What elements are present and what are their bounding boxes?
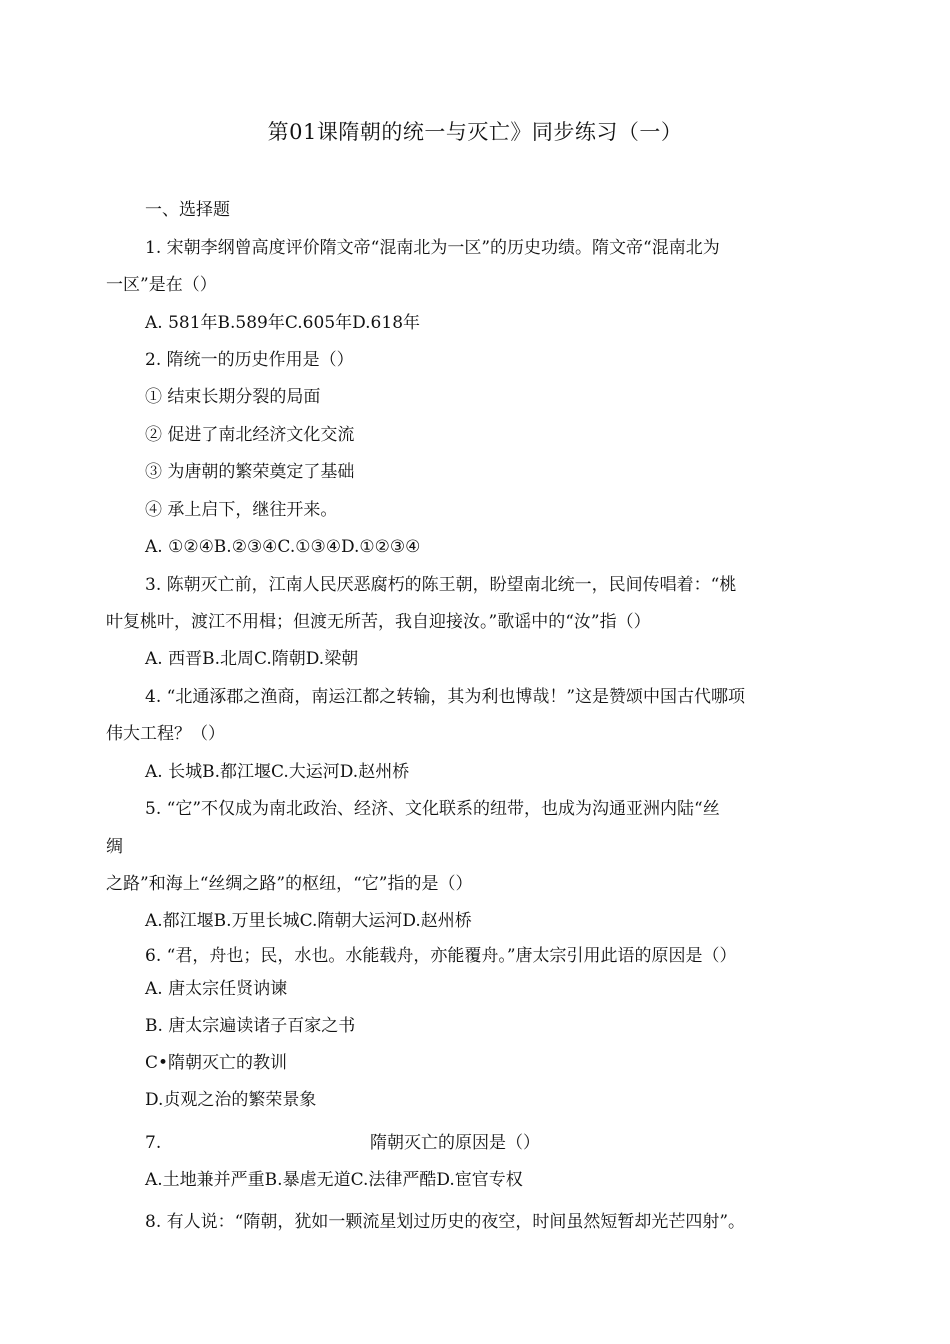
question-6-option-c: C•隋朝灭亡的教训 [145,1053,288,1073]
question-6-option-b: B. 唐太宗遍读诸子百家之书 [145,1016,356,1036]
question-2-item-4: ④ 承上启下，继往开来。 [145,500,338,520]
question-5-options: A.都江堰B.万里长城C.隋朝大运河D.赵州桥 [145,911,472,931]
question-1-options: A. 581年B.589年C.605年D.618年 [145,313,421,333]
question-6-option-a: A. 唐太宗任贤讷谏 [145,979,288,999]
question-2-text: 2. 隋统一的历史作用是（） [145,350,354,370]
question-5-text-cont-2: 之路”和海上“丝绸之路”的枢纽，“它”指的是（） [106,874,473,894]
question-3-options: A. 西晋B.北周C.隋朝D.梁朝 [145,649,359,669]
question-7-text: 隋朝灭亡的原因是（） [370,1133,540,1153]
question-6-option-d: D.贞观之治的繁荣景象 [145,1090,317,1110]
question-7-number: 7. [145,1133,162,1153]
question-4-text-cont: 伟大工程？（） [106,724,225,744]
question-4-text: 4. “北通涿郡之渔商，南运江都之转输，其为利也博哉！”这是赞颂中国古代哪项 [145,687,746,707]
question-2-item-2: ② 促进了南北经济文化交流 [145,425,355,445]
question-2-item-1: ① 结束长期分裂的局面 [145,387,321,407]
question-3-text-cont: 叶复桃叶，渡江不用楫；但渡无所苦，我自迎接汝。”歌谣中的“汝”指（） [106,612,651,632]
section-heading: 一、选择题 [145,200,230,220]
question-3-text: 3. 陈朝灭亡前，江南人民厌恶腐朽的陈王朝，盼望南北统一，民间传唱着：“桃 [145,575,737,595]
question-7-options: A.土地兼并严重B.暴虐无道C.法律严酷D.宦官专权 [145,1170,523,1190]
question-8-text: 8. 有人说：“隋朝，犹如一颗流星划过历史的夜空，时间虽然短暂却光芒四射”。 [145,1212,746,1232]
question-6-text: 6. “君，舟也；民，水也。水能载舟，亦能覆舟。”唐太宗引用此语的原因是（） [145,946,737,966]
question-1-text: 1. 宋朝李纲曾高度评价隋文帝“混南北为一区”的历史功绩。隋文帝“混南北为 [145,238,720,258]
question-5-text: 5. “它”不仅成为南北政治、经济、文化联系的纽带，也成为沟通亚洲内陆“丝 [145,799,720,819]
question-5-text-cont: 绸 [106,837,123,857]
page-title: 第01课隋朝的统一与灭亡》同步练习（一） [267,120,683,144]
question-1-text-cont: 一区”是在（） [106,275,217,295]
question-2-options: A. ①②④B.②③④C.①③④D.①②③④ [145,537,421,557]
question-2-item-3: ③ 为唐朝的繁荣奠定了基础 [145,462,355,482]
question-4-options: A. 长城B.都江堰C.大运河D.赵州桥 [145,762,410,782]
